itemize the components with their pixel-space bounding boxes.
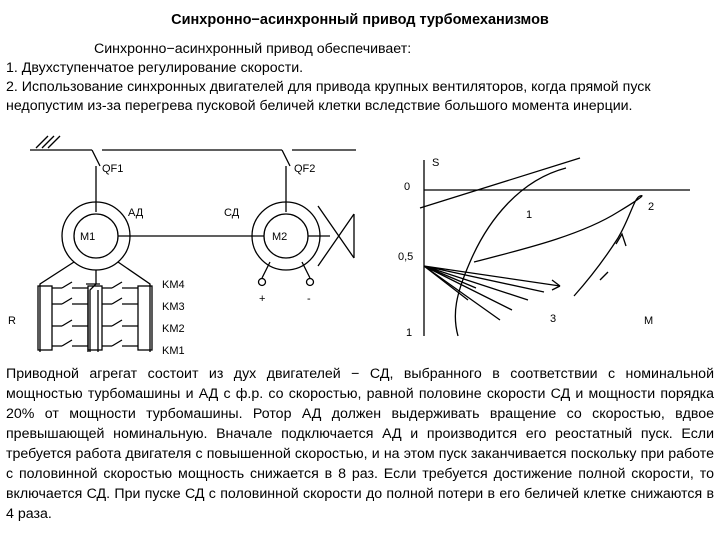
label-s-axis: S [432, 157, 440, 169]
label-km2: KM2 [162, 323, 185, 335]
label-km3: KM3 [162, 301, 185, 313]
label-km1: KM1 [162, 345, 185, 357]
label-r: R [8, 315, 16, 327]
curve-2 [474, 196, 642, 296]
label-curve-2: 2 [648, 201, 655, 213]
label-minus: - [307, 293, 311, 305]
label-m-axis: M [644, 315, 654, 327]
characteristic-graph [420, 158, 690, 336]
intro-lead: Синхронно−асинхронный привод обеспечивает: [94, 41, 412, 57]
label-qf2: QF2 [294, 163, 316, 175]
label-sd: СД [224, 207, 240, 219]
label-y05: 0,5 [398, 251, 414, 263]
label-m1: M1 [80, 231, 96, 243]
curve-1 [420, 158, 580, 208]
label-curve-3: 3 [550, 313, 557, 325]
label-y1: 1 [406, 327, 413, 339]
label-plus: + [259, 293, 266, 305]
label-m2: M2 [272, 231, 288, 243]
qf1-switch [92, 150, 100, 166]
label-ad: АД [128, 207, 144, 219]
label-curve-1: 1 [526, 209, 533, 221]
label-y0: 0 [404, 181, 411, 193]
body-paragraph: Приводной агрегат состоит из дух двигателей − СД, выбранного в соответствии с номинальной мощностью турбомашины и АД с ф.р. со скоростью, равной половине скорости СД и мощности порядка 20% от мощности турбомашины. Ротор АД должен выдерживать вращение со скоростью, вдвое превышающей номинальную. Вначале подключается АД и производится его реостатный пуск. Если требуется работа двигателя с повышенной скоростью, и на этом пуск заканчивается поскольку при работе с половинной скоростью мощность снижается в 8 раз. Если требуется достижение полной скорости, то включается СД. При пуске СД с половинной скорости до полной потери в его беличей клетке снижаются в 4 раза. [6, 366, 714, 522]
label-km4: KM4 [162, 279, 185, 291]
page-title: Синхронно−асинхронный привод турбомеханизмов [171, 12, 549, 28]
intro-point-2: 2. Использование синхронных двигателей для привода крупных вентиляторов, когда прямой пуск недопустим из-за перегрева пусковой беличей клетки вследствие большого момента инерции. [6, 79, 651, 114]
qf2-switch [282, 150, 290, 166]
label-qf1: QF1 [102, 163, 124, 175]
intro-point-1: 1. Двухступенчатое регулирование скорости. [6, 60, 304, 76]
